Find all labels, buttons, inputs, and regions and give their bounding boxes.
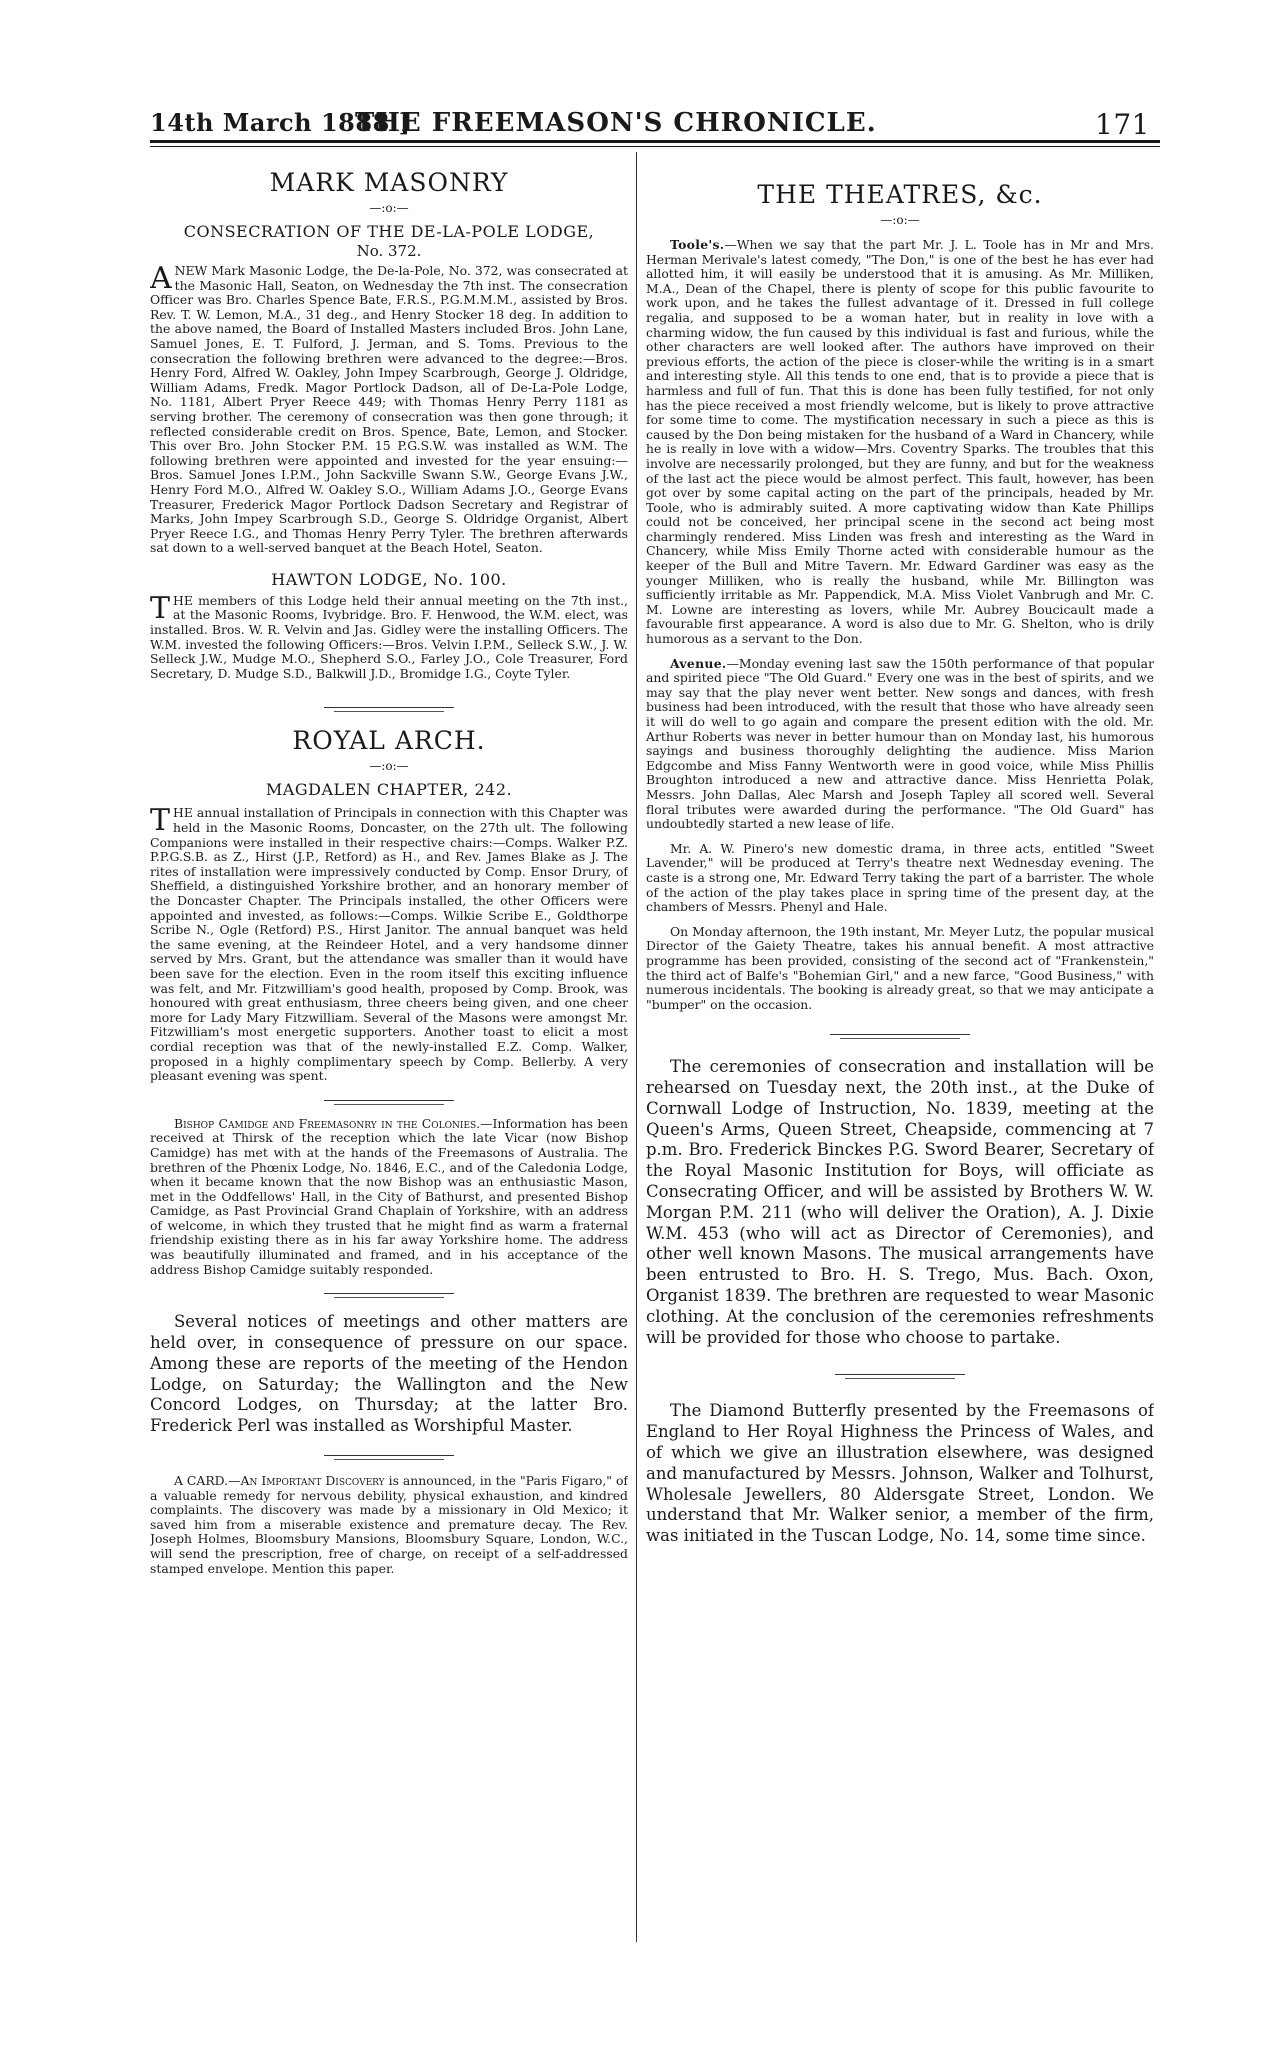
section-divider xyxy=(324,1455,454,1456)
lutz-notice: On Monday afternoon, the 19th instant, Mr. Meyer Lutz, the popular musical Director of the Gaiety Theatre, takes his annual benefit. A most attractive programme has been provided, consisting of the second act of "Frankenstein," the third act of Balfe's "Bohemian Girl," and a new farce, "Good Business," with numerous incidentals. The booking is already great, so that we may anticipate a "bumper" on the occasion. xyxy=(646,923,1154,1012)
mark-masonry-heading: MARK MASONRY xyxy=(269,168,509,197)
section-divider xyxy=(324,1293,454,1294)
card-lead-discovery: —An Important Discovery xyxy=(228,1473,385,1489)
heading-separator: —:o:— xyxy=(880,213,920,227)
bishop-body: —Information has been received at Thirsk of the reception which the late Vicar (now Bishop Camidge) has met with at the hands of the Freemasons of Australia. The brethren of the Phœnix Lodge, No. 1846, E.C., and of the Caledonia Lodge, when it became known that the now Bishop was an enthusiastic Mason, met in the Oddfellows' Hall, in the City of Bathurst, and presented Bishop Camidge, as Past Provincial Grand Chaplain of Yorkshire, with an address of welcome, in which they trusted that he might find as warm a fraternal friendship existing there as in his far away Yorkshire home. The address was beautifully illuminated and framed, and in his acceptance of the address Bishop Camidge suitably responded. xyxy=(150,1115,628,1277)
card-body: is announced, in the "Paris Figaro," of a valuable remedy for nervous debility, physical exhaustion, and kindred complaints. The discovery was made by a missionary in Old Mexico; it saved him from a miserable existence and premature decay. The Rev. Joseph Holmes, Bloomsbury Mansions, Bloomsbury Square, London, W.C., will send the prescription, free of charge, on receipt of a self-addressed stamped envelope. Mention this paper. xyxy=(150,1473,628,1576)
notices-article: Several notices of meetings and other matters are held over, in consequence of pressure on our space. Among these are reports of the meeting of the Hendon Lodge, on Saturday; the Wallington and the New Concord Lodges, on Thursday; at the latter Bro. Frederick Perl was installed as Worshipful Master. xyxy=(150,1312,628,1436)
de-la-pole-subheading: CONSECRATION OF THE DE-LA-POLE LODGE, xyxy=(183,222,595,241)
right-column xyxy=(646,158,1154,1938)
avenue-review xyxy=(646,657,1154,832)
de-la-pole-number: No. 372. xyxy=(356,242,422,260)
heading-separator: —:o:— xyxy=(369,759,409,774)
card-lead: A CARD. xyxy=(174,1473,229,1489)
royal-arch-article: THE annual installation of Principals in connection with this Chapter was held in the Masonic Rooms, Doncaster, on the 27th ult. The following Companions were installed in their respective chairs:—Comps. Walker P.Z. P.P.G.S.B. as Z., Hirst (J.P., Retford) as H., and Rev. James Blake as J. The rites of installation were impressively conducted by Comp. Ensor Drury, of Sheffield, a distinguished Yorkshire brother, and an honorary member of the Doncaster Chapter. The Principals installed, the other Officers were appointed and invested, as follows:—Comps. Wilkie Scribe E., Goldthorpe Scribe N., Ogle (Retford) P.S., Hirst Janitor. The annual banquet was held the same evening, at the Reindeer Hotel, and a very handsome dinner served by Mrs. Grant, but the attendance was smaller than it would have been save for the election. Even in the room itself this exciting influence was felt, and Mr. Fitzwilliam's good health, proposed by Comp. Brook, was honoured with great enthusiasm, three cheers being given, and one cheer more for Lady Mary Fitzwilliam. Several of the Masons were amongst Mr. Fitzwilliam's most energetic supporters. Another toast to elicit a most cordial reception was that of the newly-installed E.Z. Comp. Walker, proposed in a highly complimentary speech by Comp. Bellerby. A very pleasant evening was spent. xyxy=(150,803,628,1084)
tooles-lead: Toole's. xyxy=(670,237,725,252)
newspaper-title: THE FREEMASON'S CHRONICLE. xyxy=(355,108,877,138)
bishop-article xyxy=(150,1117,628,1278)
section-divider xyxy=(835,1374,965,1375)
butterfly-article: The Diamond Butterfly presented by the Freemasons of England to Her Royal Highness the Princess of Wales, and of which we give an illustration elsewhere, was designed and manufactured by Messrs. Johnson, Walker and Tolhurst, Wholesale Jewellers, 80 Aldersgate Street, London. We understand that Mr. Walker senior, a member of the firm, was initiated in the Tuscan Lodge, No. 14, some time since. xyxy=(646,1401,1154,1546)
masthead-rule xyxy=(150,140,1160,143)
mark-masonry-article: ANEW Mark Masonic Lodge, the De-la-Pole, No. 372, was consecrated at the Masonic Hall, Seaton, on Wednesday the 7th inst. The consecration Officer was Bro. Charles Spence Bate, F.R.S., P.G.M.M.M., assisted by Bros. Rev. T. W. Lemon, M.A., 31 deg., and Henry Stocker 18 deg. In addition to the above named, the Board of Installed Masters included Bros. John Lane, Samuel Jones, E. T. Fulford, J. Jerman, and S. Toms. Previous to the consecration the following brethren were advanced to the degree:—Bros. Henry Ford, Alfred W. Oakley, John Impey Scarbrough, George J. Oldridge, William Adams, Fredk. Magor Portlock Dadson, all of De-La-Pole Lodge, No. 1181, Albert Pryer Reece 449; with Thomas Henry Perry 1181 as serving brother. The ceremony of consecration was then gone through; it reflected considerable credit on Bros. Spence, Bate, Lemon, and Stocker. This over Bro. John Stocker P.M. 15 P.G.S.W. was installed as W.M. The following brethren were appointed and invested for the year ensuing:—Bros. Samuel Jones I.P.M., John Sackville Swann S.W., George Evans J.W., Henry Ford M.O., Alfred W. Oakley S.O., William Adams J.O., George Evans Treasurer, Frederick Magor Portlock Dadson Secretary and Registrar of Marks, John Impey Scarbrough S.D., George S. Oldridge Organist, Albert Pryer Reece I.G., and Thomas Henry Perry Tyler. The brethren afterwards sat down to a well-served banquet at the Beach Hotel, Seaton. xyxy=(150,261,628,556)
section-divider xyxy=(830,1034,970,1035)
pinero-notice: Mr. A. W. Pinero's new domestic drama, in three acts, entitled "Sweet Lavender," will be produced at Terry's theatre next Wednesday evening. The caste is a strong one, Mr. Edward Terry taking the part of a barrister. The whole of the action of the play takes place in spring time of the present day, at the chambers of Messrs. Phenyl and Hale. xyxy=(646,840,1154,915)
hawton-heading: HAWTON LODGE, No. 100. xyxy=(271,569,507,589)
masthead xyxy=(150,108,1160,141)
card-advert xyxy=(150,1474,628,1576)
section-divider xyxy=(324,707,454,708)
page-number: 171 xyxy=(1095,108,1150,141)
royal-arch-heading: ROYAL ARCH. xyxy=(292,726,486,756)
tooles-body: —When we say that the part Mr. J. L. Toole has in Mr and Mrs. Herman Merivale's latest comedy, "The Don," is one of the best he has ever had allotted him, it will easily be understood that it is amusing. As Mr. Milliken, M.A., Dean of the Chapel, there is plenty of scope for this public favourite to work upon, and he takes the fullest advantage of it. Dressed in full college regalia, and supposed to be a woman hater, but in reality in love with a charming widow, the fun caused by this individual is fast and furious, while the other characters are well looked after. The authors have improved on their previous efforts, the action of the piece is closer-while the writing is in a smart and interesting style. All this tends to one end, that is to provide a piece that is harmless and full of fun. That this is done has been fully testified, for not only has the piece received a most friendly welcome, but is likely to prove attractive for some time to come. The mystification necessary in such a piece as this is caused by the Don being mistaken for the husband of a Ward in Chancery, while he is really in love with a widow—Mrs. Coventry Sparks. The troubles that this involve are necessarily prolonged, but they are funny, and but for the weakness of the last act the piece would be almost perfect. This fault, however, has been got over by some capital acting on the part of the principals, headed by Mr. Toole, who is admirably suited. A more captivating widow than Kate Phillips could not be conceived, her principal scene in the second act being most charmingly rendered. Miss Linden was fresh and interesting as the Ward in Chancery, while Miss Emily Thorne acted with considerable humour as the keeper of the Bull and Mitre Tavern. Mr. Edward Gardiner was easy as the younger Milliken, who is really the husband, while Mr. Billington was sufficiently irritable as Mr. Pappendick, M.A. Miss Violet Vanbrugh and Mr. C. M. Lowne are interesting as lovers, while Mr. Aubrey Boucicault made a favourable first appearance. A word is also due to Mr. G. Shelton, who is drily humorous as a servant to the Don. xyxy=(646,237,1154,647)
column-divider xyxy=(636,152,637,1942)
ceremonies-article: The ceremonies of consecration and installation will be rehearsed on Tuesday next, the 20th inst., at the Duke of Cornwall Lodge of Instruction, No. 1839, meeting at the Queen's Arms, Queen Street, Cheapside, commencing at 7 p.m. Bro. Frederick Binckes P.G. Sword Bearer, Secretary of the Royal Masonic Institution for Boys, will officiate as Consecrating Officer, and will be assisted by Brothers W. W. Morgan P.M. 211 (who will deliver the Oration), A. J. Dixie W.M. 453 (who will act as Director of Ceremonies), and other well known Masons. The musical arrangements have been entrusted to Bro. H. S. Trego, Mus. Bach. Oxon, Organist 1839. The brethren are requested to wear Masonic clothing. At the conclusion of the ceremonies refreshments will be provided for those who choose to partake. xyxy=(646,1057,1154,1347)
masthead-rule-thin xyxy=(150,146,1160,147)
section-divider xyxy=(324,1100,454,1101)
tooles-review xyxy=(646,238,1154,647)
issue-date: 14th March 1888.] xyxy=(150,108,411,137)
bishop-lead: Bishop Camidge and Freemasonry in the Colonies. xyxy=(174,1115,481,1131)
magdalen-subheading: MAGDALEN CHAPTER, 242. xyxy=(265,780,513,800)
avenue-body: —Monday evening last saw the 150th performance of that popular and spirited piece "The Old Guard." Every one was in the best of spirits, and we may say that the play never went better. New songs and dances, with fresh business had been introduced, with the result that those who have already seen it will do well to go again and compare the present edition with the old. Mr. Arthur Roberts was never in better humour than on Monday last, his humorous sayings and business thoroughly delighting the audience. Miss Marion Edgcombe and Miss Fanny Wentworth were in good voice, while Miss Phillis Broughton introduced a new and attractive dance. Miss Henrietta Polak, Messrs. John Dallas, Alec Marsh and Joseph Tapley all scored well. Several floral tributes were awarded during the performance. "The Old Guard" has undoubtedly started a new lease of life. xyxy=(646,655,1154,832)
hawton-article: THE members of this Lodge held their annual meeting on the 7th inst., at the Masonic Rooms, Ivybridge. Bro. F. Henwood, the W.M. elect, was installed. Bros. W. R. Velvin and Jas. Gidley were the installing Officers. The W.M. invested the following Officers:—Bros. Velvin I.P.M., Selleck S.W., J. W. Selleck J.W., Mudge M.O., Shepherd S.O., Farley J.O., Cole Treasurer, Ford Secretary, D. Mudge S.D., Balkwill J.D., Bromidge I.G., Coyte Tyler. xyxy=(150,590,628,681)
left-column xyxy=(150,158,628,1938)
avenue-lead: Avenue. xyxy=(670,655,727,671)
heading-separator: —:o:— xyxy=(369,201,409,215)
theatres-heading: THE THEATRES, &c. xyxy=(757,180,1043,209)
